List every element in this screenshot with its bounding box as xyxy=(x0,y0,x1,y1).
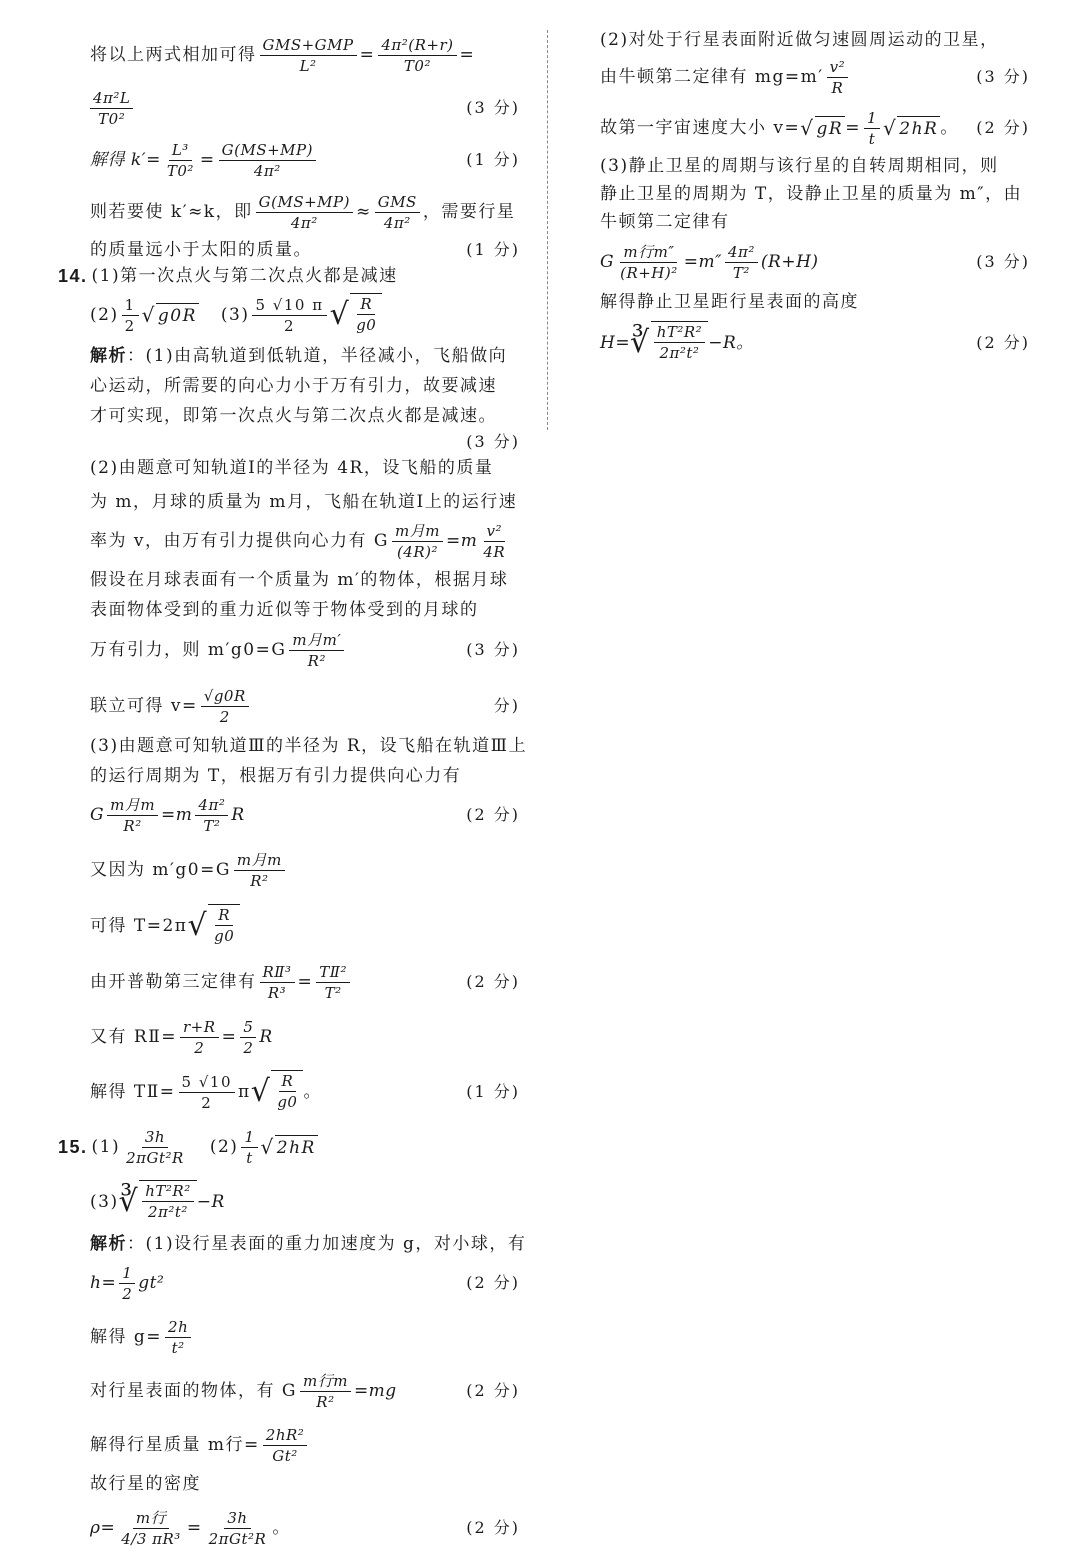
analysis-label: 解析 xyxy=(90,1234,127,1254)
text: 可得 T=2π xyxy=(90,916,188,936)
fraction xyxy=(122,295,139,336)
text: 万有引力，则 m′g0=G xyxy=(90,640,287,660)
fraction xyxy=(864,108,880,149)
q14-answer-1 xyxy=(58,264,520,288)
numerator: 2hR² xyxy=(263,1425,308,1446)
numerator: 4π²(R+r) xyxy=(378,35,456,56)
r-line-2 xyxy=(600,52,1030,102)
fraction xyxy=(617,242,681,283)
cube-root xyxy=(119,1180,197,1224)
text: (3)由题意可知轨道Ⅲ的半径为 R，设飞船在轨道Ⅲ上 xyxy=(90,736,528,756)
sqrt xyxy=(142,303,199,328)
radical-sign: √ xyxy=(329,297,351,332)
fraction xyxy=(164,140,197,181)
score-label: (1 分) xyxy=(466,240,520,259)
numerator: GMS xyxy=(375,192,420,213)
fraction xyxy=(219,140,316,181)
q14-analysis-16 xyxy=(90,954,520,1010)
numerator: 5 √10 π xyxy=(252,295,326,316)
score-label: (2 分) xyxy=(466,1381,520,1400)
numerator: GMS+GMP xyxy=(260,35,357,56)
text: 。 xyxy=(940,118,959,138)
fraction xyxy=(240,1017,256,1058)
fraction xyxy=(260,962,295,1003)
denominator: T² xyxy=(324,983,342,1002)
sqrt xyxy=(251,1070,304,1114)
score-label: (3 分) xyxy=(976,252,1030,271)
r-line-4 xyxy=(600,154,1030,178)
q14-analysis-5 xyxy=(90,490,520,514)
score-label: (2 分) xyxy=(976,118,1030,137)
fraction xyxy=(260,35,357,76)
text: ，需要行星 xyxy=(422,202,516,222)
score-label: (1 分) xyxy=(466,150,520,169)
radicand xyxy=(651,321,709,365)
part-label: (1) xyxy=(91,1137,121,1157)
text: gt² xyxy=(138,1273,165,1293)
fraction xyxy=(123,1127,187,1168)
denominator: 4/3 πR³ xyxy=(121,1529,181,1548)
text: 故行星的密度 xyxy=(90,1474,201,1494)
fraction xyxy=(289,630,344,671)
radicand: g0R xyxy=(156,303,199,328)
radicand: 2hR xyxy=(897,116,940,141)
text: 心运动，所需要的向心力小于万有引力，故要减速 xyxy=(90,376,497,396)
fraction xyxy=(90,88,133,129)
fraction xyxy=(180,1017,219,1058)
right-column xyxy=(600,28,1030,372)
approx-sign: ≈ xyxy=(355,202,372,222)
text: −R xyxy=(196,1192,225,1212)
text: G xyxy=(90,805,105,825)
radical-sign: √ xyxy=(883,115,898,140)
q14-analysis-9 xyxy=(90,622,520,678)
score-label: (2 分) xyxy=(466,805,520,824)
q15-analysis-2 xyxy=(90,1256,520,1310)
q14-answer-2-3 xyxy=(90,288,520,342)
numerator: m行m″ xyxy=(620,242,677,263)
part-label: (2) xyxy=(90,305,119,325)
fraction xyxy=(241,1127,257,1168)
equals: = xyxy=(221,1027,238,1047)
left-column xyxy=(58,28,528,1560)
denominator: t² xyxy=(171,1338,185,1357)
numerator: R xyxy=(357,294,375,315)
text: 解得静止卫星距行星表面的高度 xyxy=(600,292,859,312)
q15-analysis-3 xyxy=(90,1310,520,1364)
fraction xyxy=(316,962,350,1003)
denominator: 2 xyxy=(284,316,296,335)
radical-sign: √ xyxy=(260,1134,275,1159)
numerator: 4π² xyxy=(195,795,228,816)
r-line-3 xyxy=(600,102,1030,154)
part-label: (3) xyxy=(220,305,250,325)
q14-analysis-2 xyxy=(90,374,520,398)
q14-analysis-11 xyxy=(90,734,528,758)
numerator: TⅡ² xyxy=(316,962,350,983)
denominator: t xyxy=(868,129,876,148)
line-condition xyxy=(90,186,520,238)
sqrt xyxy=(187,904,240,948)
equals: = xyxy=(199,150,216,170)
fraction xyxy=(201,686,249,727)
radicand xyxy=(208,904,240,948)
text: h= xyxy=(90,1273,117,1293)
denominator: (R+H)² xyxy=(620,263,678,282)
text: (3)静止卫星的周期与该行星的自转周期相同，则 xyxy=(600,156,999,176)
fraction xyxy=(195,795,228,836)
numerator: G(MS+MP) xyxy=(256,192,353,213)
fraction xyxy=(378,35,456,76)
q15-answer-1-2 xyxy=(58,1120,520,1174)
equals: = xyxy=(459,45,476,65)
denominator: 2 xyxy=(194,1038,205,1057)
line-sum-equation xyxy=(90,28,520,82)
fraction xyxy=(353,294,379,335)
denominator: T² xyxy=(732,263,750,282)
fraction xyxy=(119,1263,135,1304)
text: ：(1)设行星表面的重力加速度为 g，对小球，有 xyxy=(127,1234,527,1254)
answer-text: (1)第一次点火与第二次点火都是减速 xyxy=(91,266,398,286)
denominator: R xyxy=(831,78,844,97)
denominator: 2πGt²R xyxy=(126,1148,184,1167)
denominator: g0 xyxy=(214,927,235,945)
numerator: 5 xyxy=(240,1017,256,1038)
numerator: m行m xyxy=(300,1371,351,1392)
numerator: L³ xyxy=(169,140,192,161)
score-label: (3 分) xyxy=(466,98,520,117)
fraction xyxy=(206,1508,270,1549)
denominator: 4π² xyxy=(253,161,281,180)
text: 假设在月球表面有一个质量为 m′的物体，根据月球 xyxy=(90,570,509,590)
score-label: (2 分) xyxy=(466,1518,520,1537)
denominator: 2πGt²R xyxy=(208,1529,267,1548)
r-line-5 xyxy=(600,182,1030,206)
numerator: 1 xyxy=(122,295,139,316)
r-line-9 xyxy=(600,314,1030,372)
text: 又因为 m′g0=G xyxy=(90,860,231,880)
text: 解得 g= xyxy=(90,1327,163,1347)
radicand: gR xyxy=(815,116,846,141)
q14-analysis-1 xyxy=(90,344,520,368)
text: 。 xyxy=(272,1518,291,1538)
numerator: G(MS+MP) xyxy=(219,140,316,161)
fraction xyxy=(375,192,420,233)
radicand: 2hR xyxy=(275,1135,318,1160)
radical-sign: ∛ xyxy=(118,1184,140,1219)
denominator: R² xyxy=(250,871,269,890)
q15-analysis-6 xyxy=(90,1472,520,1496)
q14-analysis-3 xyxy=(90,404,520,428)
fraction xyxy=(179,1072,235,1113)
denominator: 4π² xyxy=(383,213,411,232)
r-line-7 xyxy=(600,234,1030,290)
numerator: 1 xyxy=(241,1127,257,1148)
text: H= xyxy=(600,333,631,353)
sqrt xyxy=(800,116,845,141)
text: π xyxy=(238,1082,251,1102)
denominator: 2π²t² xyxy=(147,1203,188,1221)
radicand xyxy=(271,1070,303,1114)
numerator: 2h xyxy=(165,1317,191,1338)
radicand xyxy=(139,1180,197,1224)
q14-analysis-8 xyxy=(90,598,520,622)
text: 表面物体受到的重力近似等于物体受到的月球的 xyxy=(90,600,479,620)
numerator: m行 xyxy=(133,1508,169,1529)
score-label: (1 分) xyxy=(466,1082,520,1101)
numerator: hT²R² xyxy=(654,322,706,343)
numerator: v² xyxy=(484,521,506,542)
fraction xyxy=(263,1425,308,1466)
numerator: RⅡ³ xyxy=(260,962,295,983)
numerator: 4π²L xyxy=(90,88,133,109)
q14-analysis-7 xyxy=(90,568,520,592)
text: (2)由题意可知轨道Ⅰ的半径为 4R，设飞船的质量 xyxy=(90,458,494,478)
q14-analysis-15 xyxy=(90,898,520,954)
denominator: R² xyxy=(316,1392,335,1411)
denominator: R³ xyxy=(267,983,287,1002)
text: R xyxy=(259,1027,273,1047)
column-divider xyxy=(547,30,548,430)
radicand xyxy=(350,293,382,337)
numerator: 4π² xyxy=(725,242,758,263)
denominator: 2 xyxy=(243,1038,254,1057)
text: 解得行星质量 m行= xyxy=(90,1435,260,1455)
score-label: (2 分) xyxy=(466,1273,520,1292)
denominator: 4R xyxy=(483,542,506,561)
q14-analysis-4 xyxy=(90,456,520,480)
text: 联立可得 v= xyxy=(90,696,198,716)
equals: = xyxy=(186,1518,203,1538)
score-label: (3 分) xyxy=(466,640,520,659)
fraction xyxy=(107,795,158,836)
numerator: 5 √10 xyxy=(179,1072,235,1093)
text: −R。 xyxy=(708,333,754,353)
q14-analysis-12 xyxy=(90,764,520,788)
text: ρ= xyxy=(90,1518,116,1538)
denominator: Gt² xyxy=(272,1446,298,1465)
fraction xyxy=(142,1181,194,1222)
numerator: √g0R xyxy=(201,686,249,707)
numerator: 3h xyxy=(142,1127,168,1148)
line-sum-equation-cont xyxy=(90,82,520,134)
text: R xyxy=(231,805,245,825)
text: 的质量远小于太阳的质量。 xyxy=(90,240,312,260)
radical-sign: √ xyxy=(800,115,815,140)
text: 的运行周期为 T，根据万有引力提供向心力有 xyxy=(90,766,462,786)
fraction xyxy=(256,192,353,233)
line-solve-k xyxy=(90,134,520,186)
fraction xyxy=(827,57,849,98)
denominator: 4π² xyxy=(290,213,318,232)
radical-sign: ∛ xyxy=(630,325,651,360)
fraction xyxy=(300,1371,351,1412)
text: 牛顿第二定律有 xyxy=(600,212,730,232)
q15-analysis-5 xyxy=(90,1418,520,1472)
q15-analysis-4 xyxy=(90,1364,520,1418)
denominator: 2π²t² xyxy=(659,344,700,362)
text: 静止卫星的周期为 T，设静止卫星的质量为 m″，由 xyxy=(600,184,1023,204)
text: 由牛顿第二定律有 mg=m′ xyxy=(600,67,824,87)
fraction xyxy=(480,521,508,562)
q14-analysis-14 xyxy=(90,842,520,898)
denominator: L² xyxy=(299,56,317,75)
cube-root xyxy=(630,321,708,365)
numerator: hT²R² xyxy=(142,1181,194,1202)
fraction xyxy=(725,242,758,283)
q14-analysis-10 xyxy=(90,678,520,734)
r-line-1 xyxy=(600,28,1030,52)
fraction xyxy=(165,1317,191,1358)
score-label: 分) xyxy=(493,696,520,715)
part-label: (3) xyxy=(90,1192,119,1212)
score-label: (3 分) xyxy=(976,67,1030,86)
text: =m xyxy=(161,805,193,825)
fraction xyxy=(211,905,237,946)
question-number: 15. xyxy=(58,1137,88,1157)
equals: = xyxy=(359,45,376,65)
fraction xyxy=(654,322,706,363)
sqrt xyxy=(883,116,940,141)
q15-answer-3 xyxy=(90,1174,520,1230)
denominator: g0 xyxy=(277,1093,298,1111)
denominator: T0² xyxy=(98,109,126,128)
text: =m xyxy=(445,531,478,551)
text: 解得 TⅡ= xyxy=(90,1082,176,1102)
numerator: 1 xyxy=(119,1263,135,1284)
q14-analysis-18 xyxy=(90,1064,520,1120)
radical-sign: √ xyxy=(250,1074,272,1109)
sqrt xyxy=(261,1135,318,1160)
part-label: (2) xyxy=(209,1137,239,1157)
text: 。 xyxy=(303,1082,322,1102)
q14-analysis-6 xyxy=(90,514,520,568)
denominator: T0² xyxy=(166,161,194,180)
fraction xyxy=(252,295,326,336)
denominator: 2 xyxy=(201,1093,213,1112)
q14-analysis-17 xyxy=(90,1010,520,1064)
line-conclusion xyxy=(90,238,520,262)
q15-analysis-7 xyxy=(90,1496,520,1560)
denominator: T² xyxy=(203,816,221,835)
fraction xyxy=(118,1508,184,1549)
denominator: R² xyxy=(307,651,326,670)
denominator: (4R)² xyxy=(396,542,438,561)
score-label: (3 分) xyxy=(466,432,520,451)
text: 对行星表面的物体，有 G xyxy=(90,1381,297,1401)
numerator: 1 xyxy=(864,108,880,129)
denominator: R² xyxy=(123,816,142,835)
denominator: 2 xyxy=(122,1284,133,1303)
text: 为 m，月球的质量为 m月，飞船在轨道Ⅰ上的运行速 xyxy=(90,492,518,512)
numerator: v² xyxy=(827,57,849,78)
score-label: (2 分) xyxy=(466,972,520,991)
text: 率为 v，由万有引力提供向心力有 G xyxy=(90,531,389,551)
text: 故第一宇宙速度大小 v= xyxy=(600,118,801,138)
numerator: 3h xyxy=(224,1508,250,1529)
fraction xyxy=(234,850,285,891)
equals: = xyxy=(845,118,861,138)
text: (R+H) xyxy=(760,252,819,272)
q14-analysis-13 xyxy=(90,788,520,842)
analysis-label: 解析 xyxy=(90,346,127,366)
text: 解得 k′= xyxy=(90,150,161,170)
text: =mg xyxy=(353,1381,397,1401)
denominator: T0² xyxy=(403,56,431,75)
numerator: R xyxy=(279,1071,297,1092)
question-number: 14. xyxy=(58,266,88,286)
fraction xyxy=(392,521,443,562)
radical-sign: √ xyxy=(141,302,156,327)
score-label: (2 分) xyxy=(976,333,1030,352)
text: =m″ xyxy=(683,252,722,272)
fraction xyxy=(274,1071,300,1112)
text: 由开普勒第三定律有 xyxy=(90,972,257,992)
radical-sign: √ xyxy=(187,908,209,943)
numerator: r+R xyxy=(180,1017,219,1038)
denominator: 2 xyxy=(219,707,230,726)
q14-analysis-3-score xyxy=(90,428,520,456)
numerator: m月m′ xyxy=(289,630,344,651)
numerator: m月m xyxy=(234,850,285,871)
r-line-8 xyxy=(600,290,1030,314)
text: G xyxy=(600,252,615,272)
denominator: t xyxy=(246,1148,253,1167)
text: (2)对处于行星表面附近做匀速圆周运动的卫星， xyxy=(600,30,999,50)
text: 则若要使 k′≈k，即 xyxy=(90,202,253,222)
text: ：(1)由高轨道到低轨道，半径减小，飞船做向 xyxy=(127,346,508,366)
text: 才可实现，即第一次点火与第二次点火都是减速。 xyxy=(90,406,497,426)
text: 将以上两式相加可得 xyxy=(90,45,257,65)
q15-analysis-1 xyxy=(90,1232,527,1256)
sqrt xyxy=(330,293,383,337)
denominator: g0 xyxy=(356,316,377,334)
numerator: m月m xyxy=(107,795,158,816)
denominator: 2 xyxy=(124,316,136,335)
equals: = xyxy=(297,972,314,992)
numerator: m月m xyxy=(392,521,443,542)
text: 又有 RⅡ= xyxy=(90,1027,178,1047)
numerator: R xyxy=(215,905,233,926)
r-line-6 xyxy=(600,210,1030,234)
